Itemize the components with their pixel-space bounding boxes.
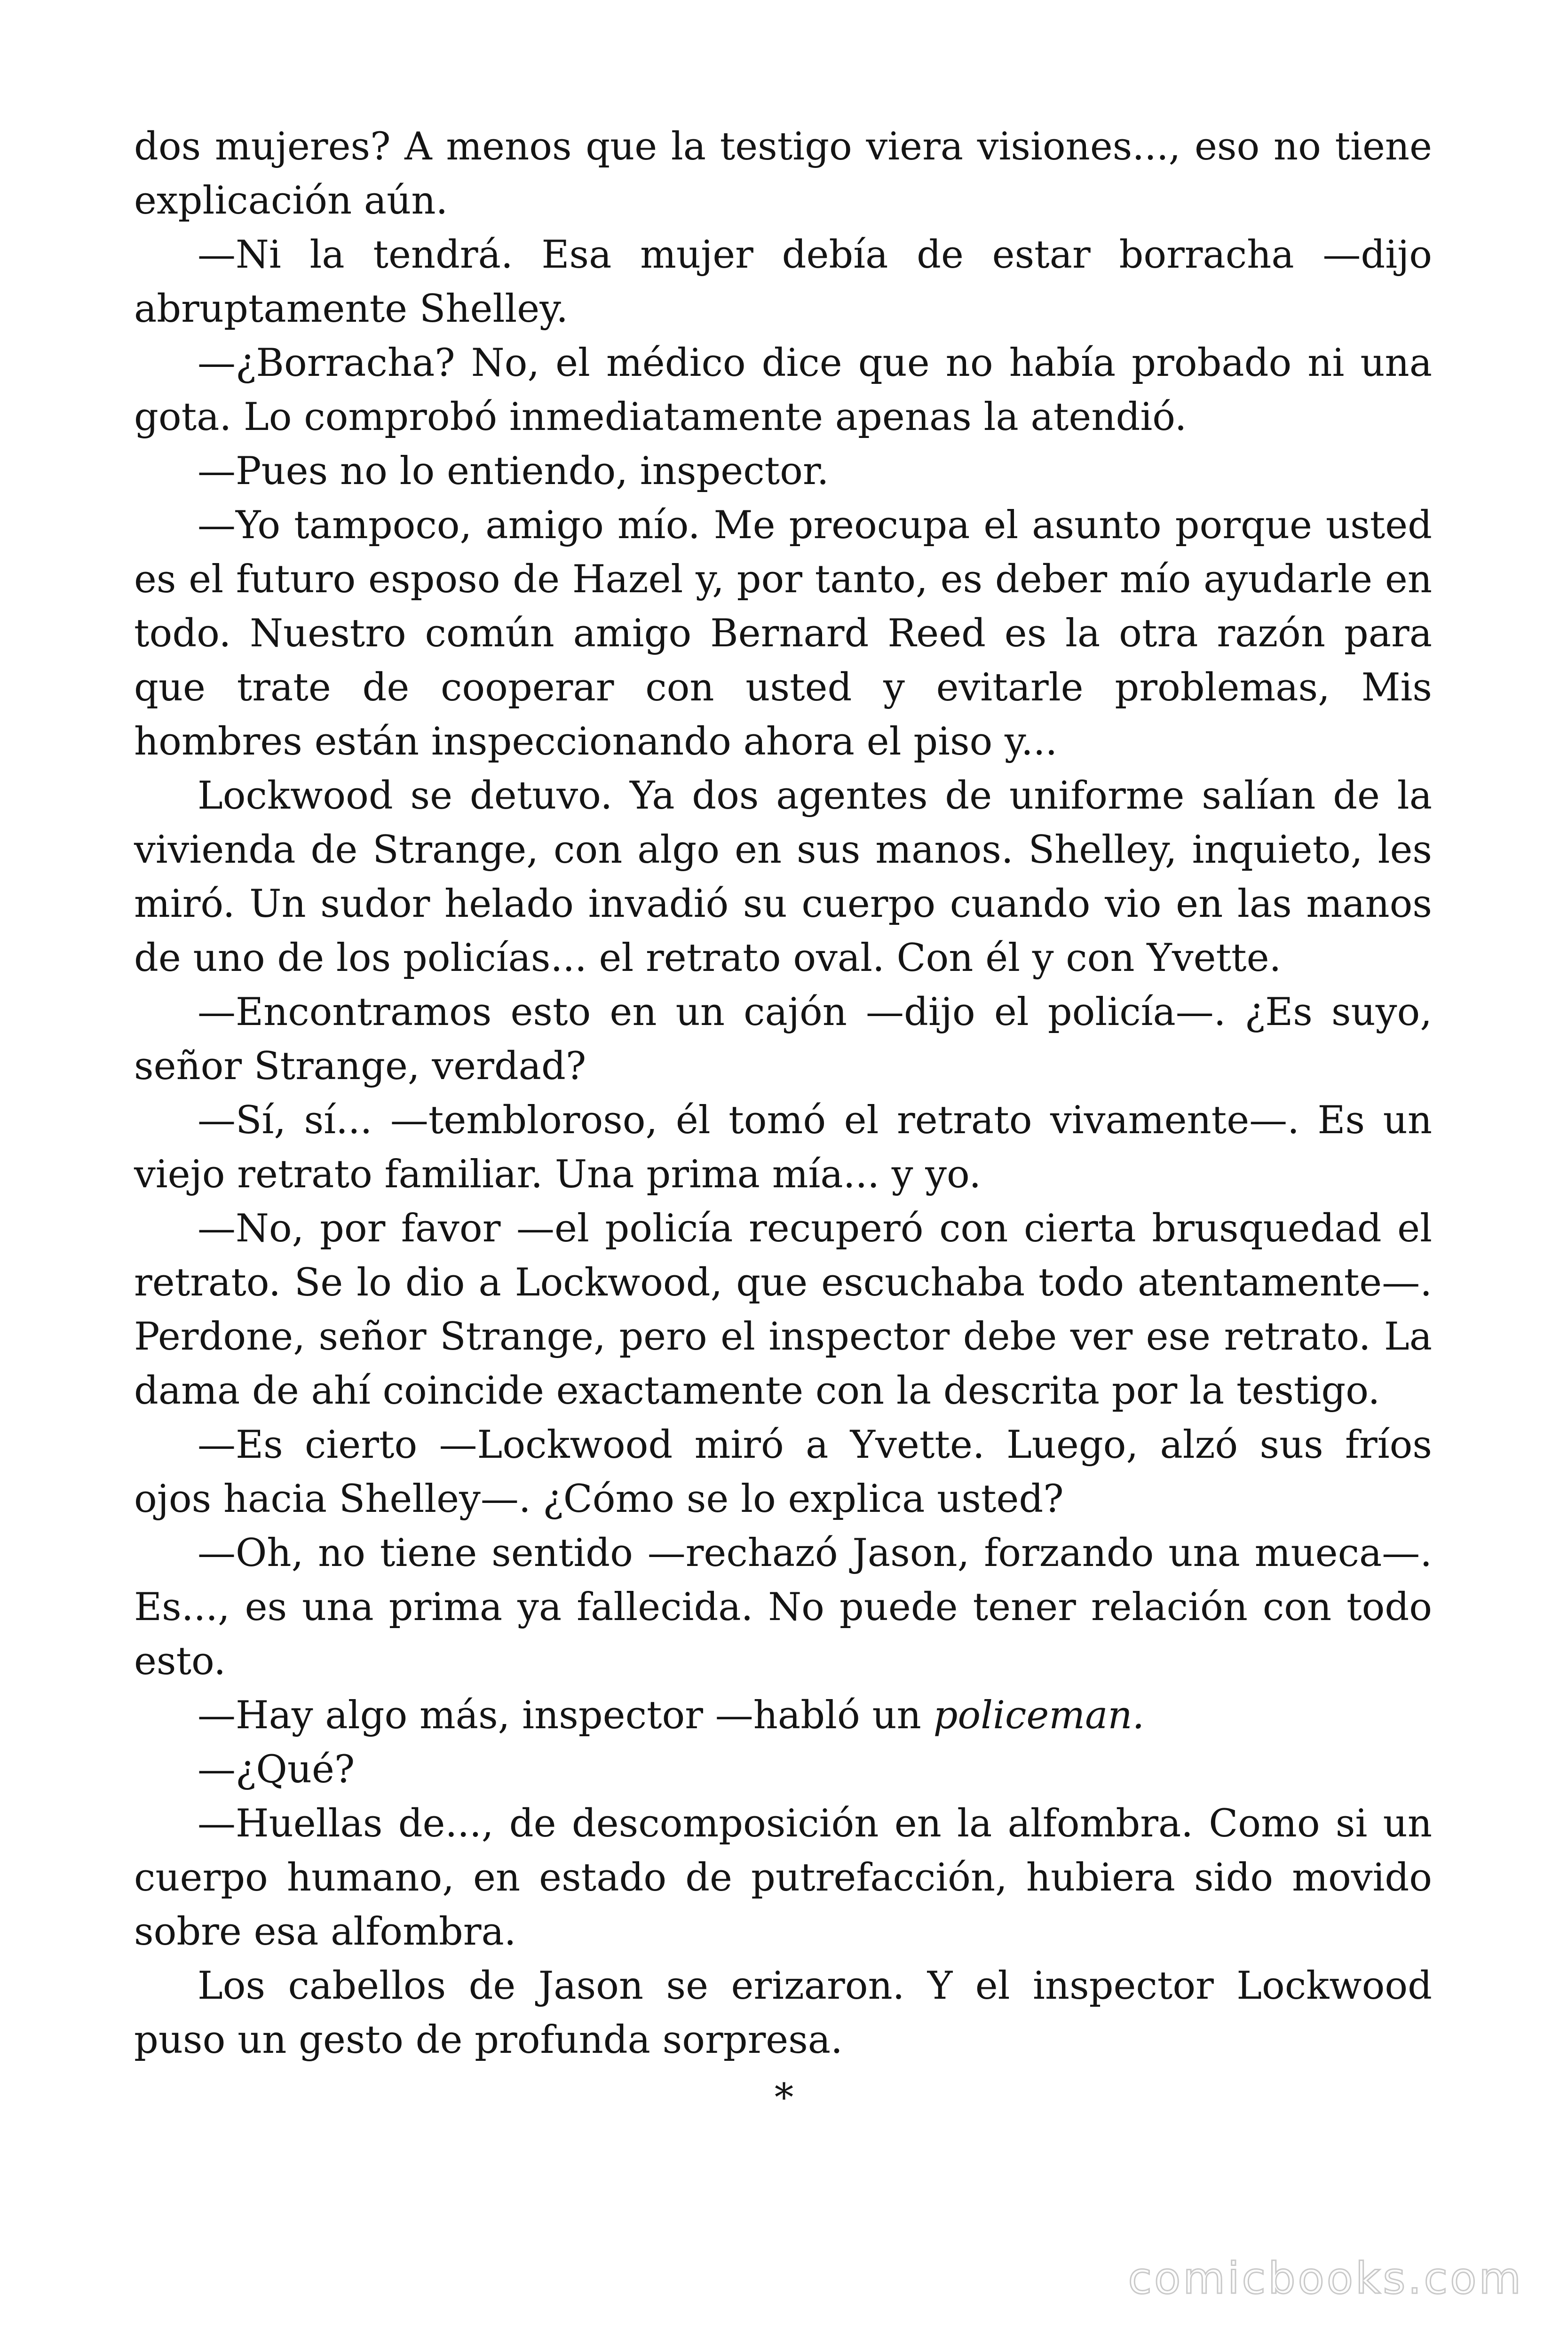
italic-word: policeman. [933,1693,1145,1738]
paragraph: dos mujeres? A menos que la testigo viera visiones..., eso no tiene explicación aún. [134,125,1432,223]
paragraph: —¿Qué? [198,1748,355,1792]
paragraph: Lockwood se detuvo. Ya dos agentes de uniforme salían de la vivienda de Strange, con algo en sus manos. Shelley, inquieto, les miró. Un sudor helado invadió su cuerpo cuando vio en las manos de uno de los policías... el retrato oval. Con él y con Yvette. [134,774,1432,980]
paragraph: —¿Borracha? No, el médico dice que no había probado ni una gota. Lo comprobó inmediatamente apenas la atendió. [134,341,1432,439]
paragraph: —Huellas de..., de descomposición en la alfombra. Como si un cuerpo humano, en estado de putrefacción, hubiera sido movido sobre esa alfombra. [134,1802,1432,1954]
paragraph-text: —Hay algo más, inspector —habló un [198,1693,934,1738]
paragraph: —Es cierto —Lockwood miró a Yvette. Luego, alzó sus fríos ojos hacia Shelley—. ¿Cómo se lo explica usted? [134,1423,1432,1521]
paragraph: —Ni la tendrá. Esa mujer debía de estar borracha —dijo abruptamente Shelley. [134,233,1432,331]
paragraph: —No, por favor —el policía recuperó con cierta brusquedad el retrato. Se lo dio a Lockwood, que escuchaba todo atentamente—. Perdone, señor Strange, pero el inspector debe ver ese retrato. La dama de ahí coincide exactamente con la descrita por la testigo. [134,1207,1432,1413]
paragraph: —Yo tampoco, amigo mío. Me preocupa el asunto porque usted es el futuro esposo de Hazel y, por tanto, es deber mío ayudarle en todo. Nuestro común amigo Bernard Reed es la otra razón para que trate de cooperar con usted y evitarle problemas, Mis hombres están inspeccionando ahora el piso y... [134,503,1432,764]
watermark: comicbooks.com [1128,2253,1523,2304]
paragraph: Los cabellos de Jason se erizaron. Y el inspector Lockwood puso un gesto de profunda sorpresa. [134,1964,1432,2062]
paragraph: —Pues no lo entiendo, inspector. [198,449,829,493]
paragraph: —Encontramos esto en un cajón —dijo el policía—. ¿Es suyo, señor Strange, verdad? [134,990,1432,1089]
paragraph [134,1689,1432,1743]
section-separator: * [774,2076,794,2120]
paragraph: —Sí, sí... —tembloroso, él tomó el retrato vivamente—. Es un viejo retrato familiar. Una prima mía... y yo. [134,1098,1432,1197]
document-body [134,120,1432,2067]
paragraph: —Oh, no tiene sentido —rechazó Jason, forzando una mueca—. Es..., es una prima ya fallecida. No puede tener relación con todo esto. [134,1531,1432,1684]
